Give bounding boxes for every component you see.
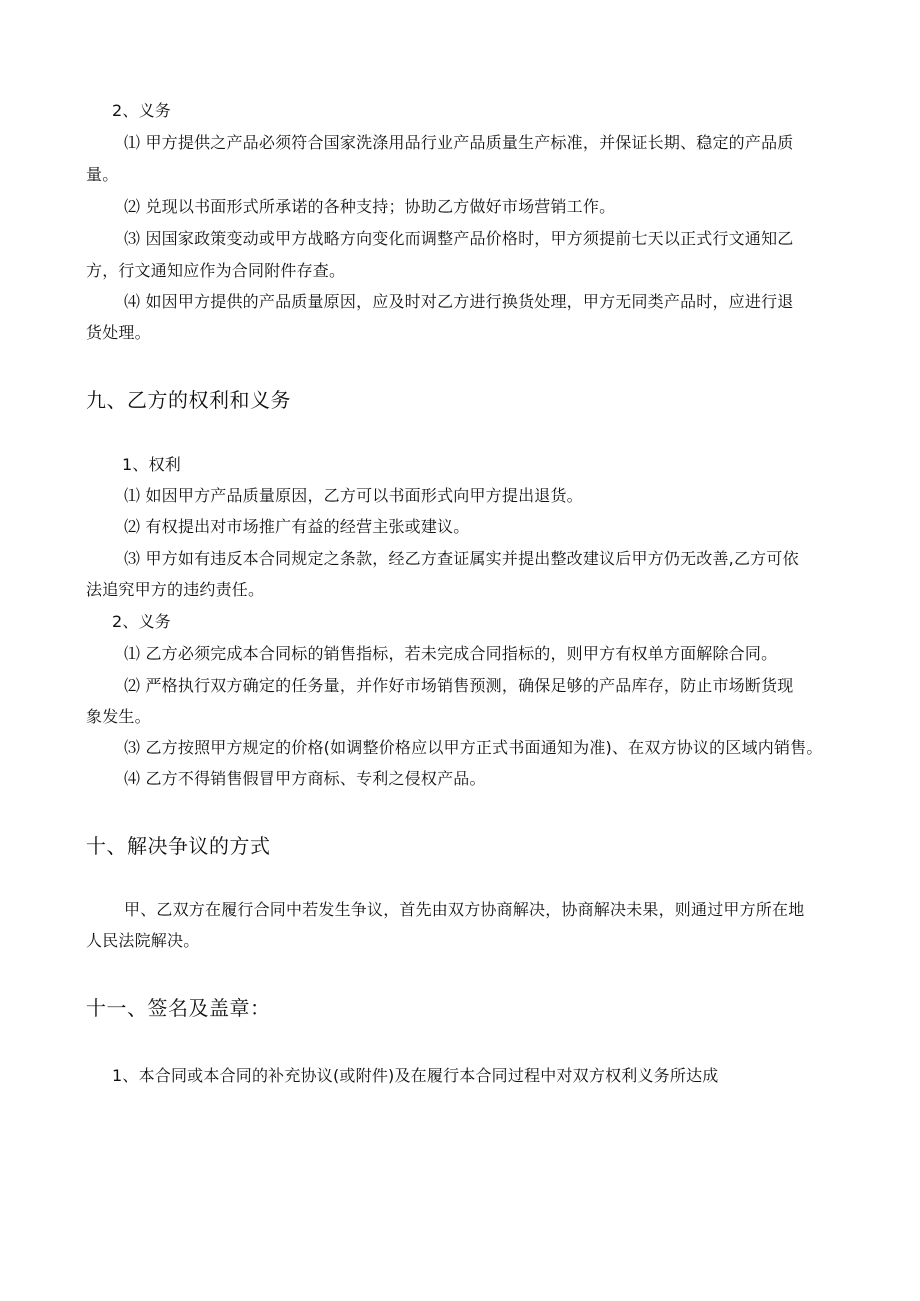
rights-item-3-line-2: 法追究甲方的违约责任。: [86, 580, 265, 599]
section-11-heading: 十一、签名及盖章：: [86, 996, 271, 1020]
party-b-duty-item-1: ⑴ 乙方必须完成本合同标的销售指标，若未完成合同指标的，则甲方有权单方面解除合同。: [124, 644, 778, 663]
party-b-duty-item-2-line-2: 象发生。: [86, 707, 151, 726]
section-10-heading: 十、解决争议的方式: [86, 834, 271, 858]
party-b-duty-subtitle: 2、义务: [112, 612, 171, 631]
party-b-duty-item-4: ⑷ 乙方不得销售假冒甲方商标、专利之侵权产品。: [124, 769, 486, 788]
duty-item-1-line-2: 量。: [86, 165, 119, 184]
party-b-duty-item-2-line-1: ⑵ 严格执行双方确定的任务量，并作好市场销售预测，确保足够的产品库存，防止市场断货现: [124, 676, 794, 695]
duty-item-3-line-2: 方，行文通知应作为合同附件存查。: [86, 261, 346, 280]
duty-item-1-line-1: ⑴ 甲方提供之产品必须符合国家洗涤用品行业产品质量生产标准，并保证长期、稳定的产品质: [124, 133, 794, 152]
signature-clause-1: 1、本合同或本合同的补充协议(或附件)及在履行本合同过程中对双方权利义务所达成: [112, 1066, 719, 1085]
duty-subtitle: 2、义务: [112, 101, 171, 120]
duty-item-4-line-1: ⑷ 如因甲方提供的产品质量原因，应及时对乙方进行换货处理，甲方无同类产品时，应进行退: [124, 292, 794, 311]
section-9-heading: 九、乙方的权利和义务: [86, 388, 291, 412]
rights-item-3-line-1: ⑶ 甲方如有违反本合同规定之条款，经乙方查证属实并提出整改建议后甲方仍无改善,乙方可依: [124, 549, 799, 568]
rights-item-2: ⑵ 有权提出对市场推广有益的经营主张或建议。: [124, 517, 470, 536]
duty-item-3-line-1: ⑶ 因国家政策变动或甲方战略方向变化而调整产品价格时，甲方须提前七天以正式行文通知乙: [124, 229, 794, 248]
duty-item-2: ⑵ 兑现以书面形式所承诺的各种支持；协助乙方做好市场营销工作。: [124, 197, 616, 216]
rights-subtitle: 1、权利: [122, 455, 181, 474]
dispute-paragraph-line-1: 甲、乙双方在履行合同中若发生争议，首先由双方协商解决，协商解决未果，则通过甲方所在地: [124, 900, 805, 919]
party-b-duty-item-3: ⑶ 乙方按照甲方规定的价格(如调整价格应以甲方正式书面通知为准)、在双方协议的区域内销售。: [124, 738, 823, 757]
rights-item-1: ⑴ 如因甲方产品质量原因，乙方可以书面形式向甲方提出退货。: [124, 486, 583, 505]
duty-item-4-line-2: 货处理。: [86, 323, 151, 342]
dispute-paragraph-line-2: 人民法院解决。: [86, 931, 200, 950]
